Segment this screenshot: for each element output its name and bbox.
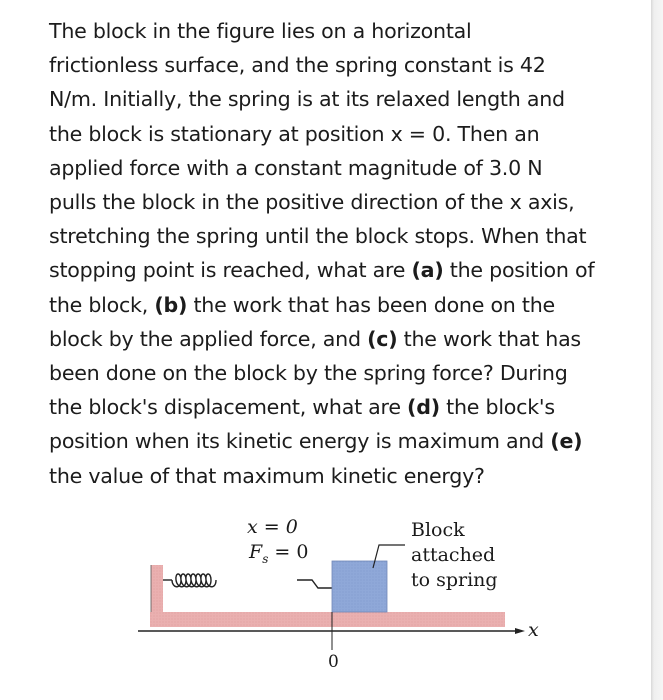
wall [151,565,163,612]
spring [163,574,332,588]
problem-line: pulls the block in the positive direction of the x axis, [49,190,575,215]
problem-text-run: the block's [439,395,555,420]
problem-line: been done on the block by the spring force? During [49,361,568,386]
problem-text-run: position when its kinetic energy is maximum and [49,429,551,454]
problem-line: the value of that maximum kinetic energy? [49,463,485,488]
part-label: (d) [407,395,440,420]
origin-label: 0 [328,652,339,672]
problem-text-run: the work that has [397,326,581,351]
part-label: (e) [550,429,583,454]
problem-text-run: the position of [443,258,595,283]
part-label: (a) [411,258,444,283]
problem-line: N/m. Initially, the spring is at its relaxed length and [49,87,565,112]
problem-text-run: the work that has been done on the [187,292,555,317]
problem-line: applied force with a constant magnitude of 3.0 N [49,155,543,180]
part-label: (c) [367,326,398,351]
problem-line: The block in the figure lies on a horizontal [49,19,472,43]
page-edge [651,0,663,700]
problem-line: the block is stationary at position x = 0. Then an [49,121,540,146]
label-fs-equals-0: $F_s = 0$ [249,541,309,566]
problem-line: stretching the spring until the block stops. When that [49,224,587,249]
axis-label-x: x [528,619,539,641]
problem-text-run: the block's displacement, what are [49,395,408,420]
callout-label: Block attached to spring [411,519,498,591]
block [332,561,387,612]
floor-surface [150,612,505,627]
part-label: (b) [154,292,188,317]
label-x-equals-0: x = 0 [247,516,298,538]
problem-text-run: the block, [49,292,155,317]
problem-line: frictionless surface, and the spring constant is 42 [49,53,546,78]
problem-text-run: block by the applied force, and [49,326,368,351]
problem-text-run: stopping point is reached, what are [49,258,412,283]
